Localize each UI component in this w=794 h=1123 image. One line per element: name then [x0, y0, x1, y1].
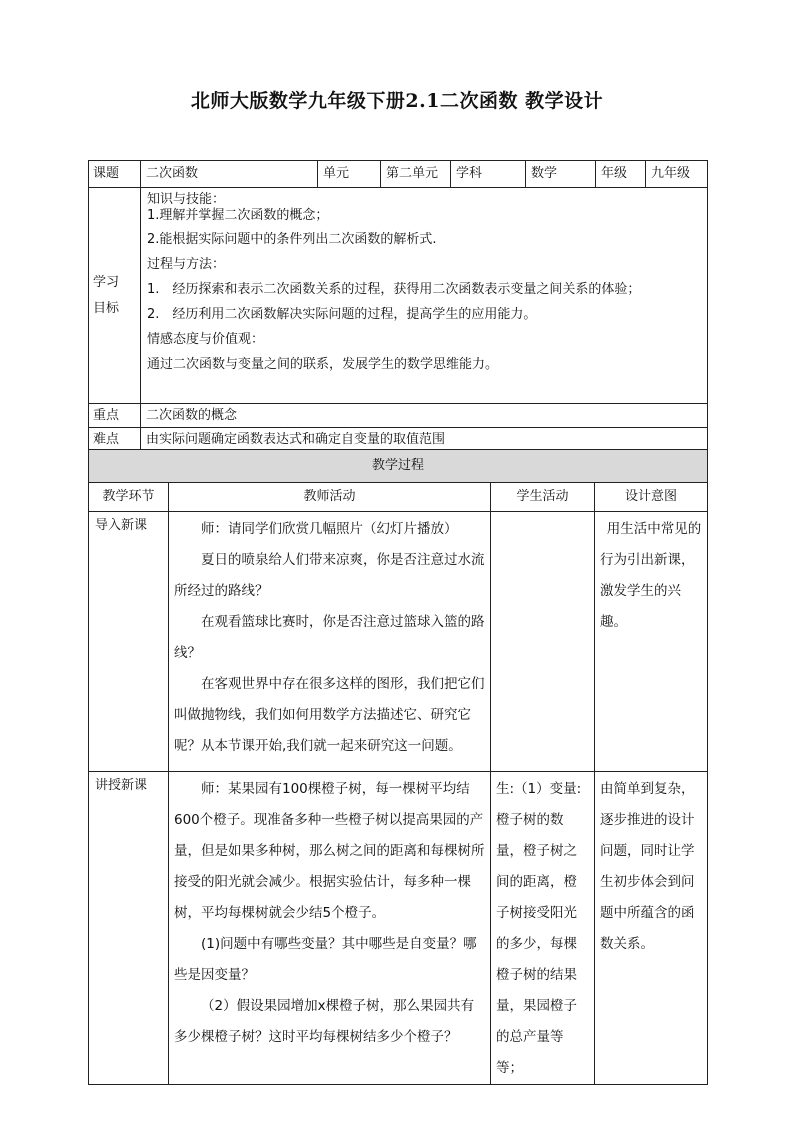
- process-title-row: [89, 450, 708, 483]
- stage-cell: 导入新课: [89, 512, 169, 772]
- difficulty-label: 难点: [89, 428, 141, 452]
- subject-label: 学科: [451, 161, 526, 188]
- goal-line: 1.理解并掌握二次函数的概念；: [147, 208, 329, 223]
- grade-label: 年级: [596, 161, 646, 188]
- key-label: 重点: [89, 404, 141, 428]
- subject-value: 数学: [526, 161, 596, 188]
- goal-line: 2.能根据实际问题中的条件列出二次函数的解析式.: [147, 232, 437, 247]
- goal-label-line-2: 目标: [93, 300, 120, 316]
- goal-line: 通过二次函数与变量之间的联系，发展学生的数学思维能力。: [147, 357, 499, 372]
- teacher-paragraph: 师：请同学们欣赏几幅照片（幻灯片播放）: [201, 521, 458, 537]
- unit-label: 单元: [318, 161, 381, 188]
- header-student: 学生活动: [491, 483, 595, 512]
- goal-line: 知识与技能：: [147, 192, 226, 207]
- info-table: [88, 160, 708, 452]
- process-title: 教学过程: [89, 450, 708, 483]
- info-row-goals: [89, 188, 708, 404]
- stage-cell: 讲授新课: [89, 772, 169, 1085]
- process-header-row: [89, 483, 708, 512]
- intent-text: 由简单到复杂，逐步推进的设计问题，同时让学生初步体会到问题中所蕴含的函数关系。: [600, 781, 695, 952]
- design-intent: [595, 772, 708, 1085]
- page-title: 北师大版数学九年级下册2.1二次函数 教学设计: [190, 90, 604, 112]
- process-row-teaching: [89, 772, 708, 1085]
- info-row-difficulty: [89, 428, 708, 452]
- goal-line: 过程与方法：: [147, 257, 226, 272]
- process-table: [88, 449, 708, 1085]
- goal-label-line-1: 学习: [93, 274, 120, 290]
- key-value: 二次函数的概念: [141, 404, 708, 428]
- teacher-paragraph: 师：某果园有100棵橙子树，每一棵树平均结600个橙子。现准备多种一些橙子树以提高果园的产量，但是如果多种树，那么树之间的距离和每棵树所接受的阳光就会减少。根据实验估计，每多种一棵树，平均每棵树就会少结5个橙子。: [174, 781, 485, 921]
- teacher-paragraph: 在观看篮球比赛时，你是否注意过篮球入篮的路线？: [174, 614, 485, 661]
- goal-line: 2. 经历利用二次函数解决实际问题的过程，提高学生的应用能力。: [147, 307, 537, 322]
- teacher-activity: [169, 772, 491, 1085]
- student-activity: [491, 772, 595, 1085]
- goal-line: 情感态度与价值观：: [147, 332, 265, 347]
- topic-value: 二次函数: [141, 161, 318, 188]
- grade-value: 九年级: [646, 161, 708, 188]
- teacher-paragraph: （2）假设果园增加x棵橙子树，那么果园共有多少棵橙子树？这时平均每棵树结多少个橙子？: [174, 998, 475, 1045]
- process-row-intro: [89, 512, 708, 772]
- teacher-paragraph: 在客观世界中存在很多这样的图形，我们把它们叫做抛物线，我们如何用数学方法描述它、研究它呢？从本节课开始,我们就一起来研究这一问题。: [174, 676, 485, 754]
- difficulty-value: 由实际问题确定函数表达式和确定自变量的取值范围: [141, 428, 708, 452]
- intent-text: 用生活中常见的行为引出新课，激发学生的兴趣。: [600, 521, 702, 630]
- goal-content: [141, 188, 708, 404]
- student-activity: [491, 512, 595, 772]
- header-intent: 设计意图: [595, 483, 708, 512]
- topic-label: 课题: [89, 161, 141, 188]
- teacher-paragraph: 夏日的喷泉给人们带来凉爽，你是否注意过水流所经过的路线？: [174, 552, 485, 599]
- info-row-key: [89, 404, 708, 428]
- teacher-activity: [169, 512, 491, 772]
- goal-line: 1. 经历探索和表示二次函数关系的过程，获得用二次函数表示变量之间关系的体验；: [147, 282, 641, 297]
- goal-label: [89, 188, 141, 404]
- teacher-paragraph: (1)问题中有哪些变量？其中哪些是自变量？哪些是因变量？: [174, 936, 477, 983]
- header-stage: 教学环节: [89, 483, 169, 512]
- info-row-basic: [89, 161, 708, 188]
- student-text: 生:（1）变量:橙子树的数量，橙子树之间的距离，橙子树接受阳光的多少，每棵橙子树的结果量，果园橙子的总产量等等；: [496, 781, 582, 1076]
- header-teacher: 教师活动: [169, 483, 491, 512]
- unit-value: 第二单元: [381, 161, 451, 188]
- design-intent: [595, 512, 708, 772]
